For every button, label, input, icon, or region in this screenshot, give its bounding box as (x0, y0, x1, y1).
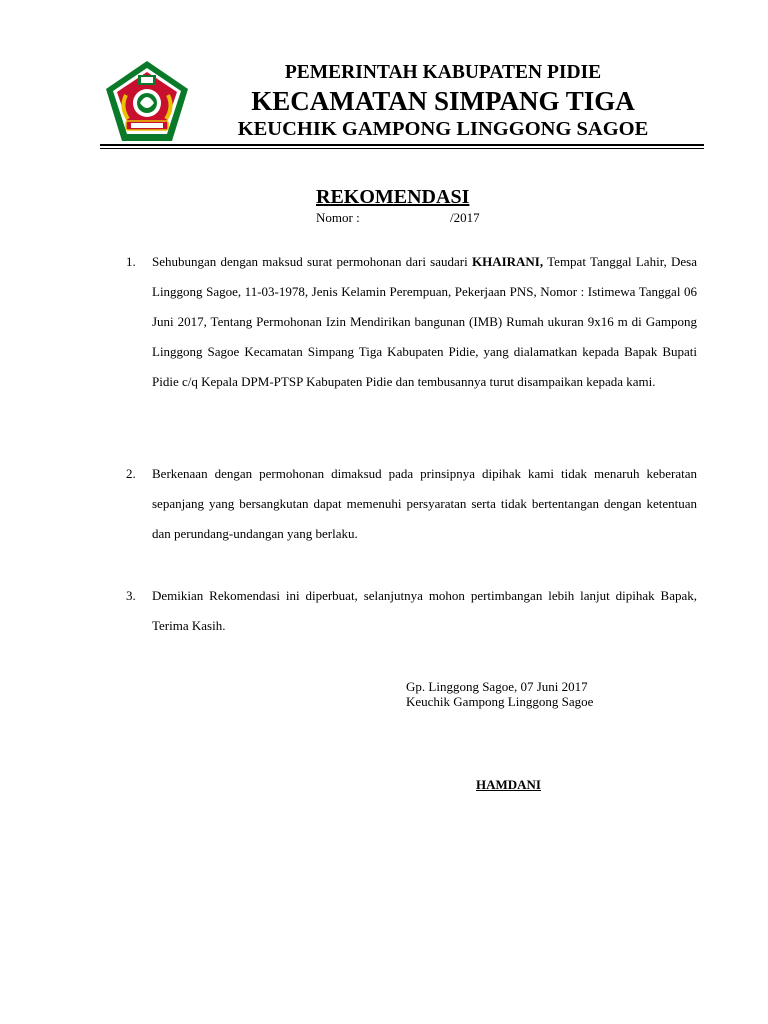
paragraph-number: 3. (126, 588, 136, 603)
applicant-name: KHAIRANI, (471, 254, 544, 269)
paragraph-number: 1. (126, 254, 136, 269)
letterhead-divider-thin (100, 148, 704, 149)
document-number-label: Nomor : (316, 210, 360, 225)
paragraph-text: Sehubungan dengan maksud surat permohonan dari saudari (152, 254, 472, 269)
paragraph-text: Tempat Tanggal Lahir, Desa Linggong Sagoe, 11-03-1978, Jenis Kelamin Perempuan, Pekerjaan PNS, Nomor : Istimewa Tanggal 06 Juni 2017, Tentang Permohonan Izin Mendirikan bangunan (IMB) Rumah ukuran 9x16 m di Gampong Linggong Sagoe Kecamatan Simpang Tiga Kabupaten Pidie, yang dialamatkan kepada Bapak Bupati Pidie c/q Kepala DPM-PTSP Kabupaten Pidie dan tembusannya turut disampaikan kepada kami. (152, 254, 697, 389)
paragraph-closing: Demikian Rekomendasi ini diperbuat, selanjutnya mohon pertimbangan lebih lanjut dipihak Bapak, Terima Kasih. (152, 588, 697, 633)
signature-place-date: Gp. Linggong Sagoe, 07 Juni 2017 (406, 679, 588, 694)
document-number-value: /2017 (450, 210, 480, 225)
paragraph-approval: Berkenaan dengan permohonan dimaksud pada prinsipnya dipihak kami tidak menaruh keberatan sepanjang yang bersangkutan dapat memenuhi persyaratan serta tidak bertentangan dengan ketentuan dan perundang-undangan yang berlaku. (152, 466, 697, 541)
letterhead-subdistrict: KECAMATAN SIMPANG TIGA (251, 86, 635, 116)
signature-role: Keuchik Gampong Linggong Sagoe (406, 694, 594, 709)
letterhead-village-office: KEUCHIK GAMPONG LINGGONG SAGOE (237, 118, 649, 140)
document-title: REKOMENDASI (316, 186, 470, 208)
paragraph-request (152, 247, 697, 397)
pidie-regency-emblem-icon (104, 59, 190, 143)
letterhead-divider-thick (100, 144, 704, 146)
signer-name: HAMDANI (476, 777, 541, 792)
letterhead-government: PEMERINTAH KABUPATEN PIDIE (284, 62, 602, 83)
paragraph-number: 2. (126, 466, 136, 481)
